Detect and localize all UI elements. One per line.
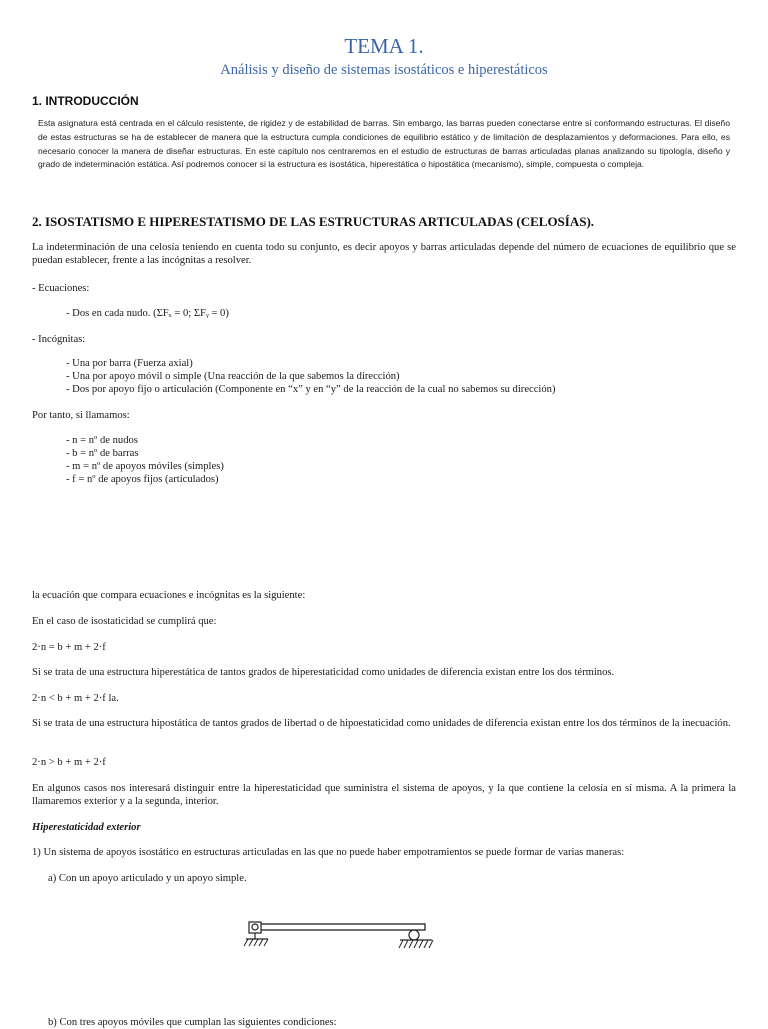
sub-heading: Hiperestaticidad exterior [32,822,141,833]
list-item: - m = nº de apoyos móviles (simples) [66,460,224,472]
ecuaciones-item: - Dos en cada nudo. (ΣFₓ = 0; ΣFᵧ = 0) [66,308,229,319]
ecuaciones-label: - Ecuaciones: [32,283,90,294]
incognitas-list [66,358,556,397]
point-b: b) Con tres apoyos móviles que cumplan las siguientes condiciones: [48,1017,337,1028]
list-item: - Una por apoyo móvil o simple (Una reacción de la que sabemos la dirección) [66,370,400,382]
point-1: 1) Un sistema de apoyos isostático en estructuras articuladas en las que no puede haber empotramientos se puede formar de varias maneras: [32,847,625,858]
list-item: - b = nº de barras [66,447,139,459]
point-a: a) Con un apoyo articulado y un apoyo simple. [48,873,247,884]
roller-support [399,930,433,948]
list-item: - f = nº de apoyos fijos (articulados) [66,473,219,485]
incognitas-label: - Incógnitas: [32,334,86,345]
beam-diagram [240,915,445,955]
equation-hipostatic: 2·n > b + m + 2·f [32,757,106,768]
variables-list [66,435,224,487]
list-item: - n = nº de nudos [66,435,138,446]
page-subtitle: Análisis y diseño de sistemas isostáticos e hiperestáticos [220,62,548,78]
page-title: TEMA 1. [344,34,424,58]
section2-heading: 2. ISOSTATISMO E HIPERESTATISMO DE LAS ESTRUCTURAS ARTICULADAS (CELOSÍAS). [32,214,595,229]
section1-paragraph: Esta asignatura está centrada en el cálculo resistente, de rigidez y de estabilidad de barras. Sin embargo, las barras pueden conectarse entre sí conformando estructuras. El diseño de estas estructuras se ha de establecer de manera que la estructura cumpla condiciones de equilibrio estático y de limitación de desplazamientos y deformaciones. Para ello, es necesario conocer la manera de diseñar estructuras. En este capítulo nos centraremos en el estudio de estructuras de barras articuladas planas analizando su tipología, diseño y grado de indeterminación estática. Así podremos conocer si la estructura es isostática, hiperestática o hipostática (mecanismo), simple, compuesta o compleja. [38,118,730,170]
casos-paragraph: En algunos casos nos interesará distinguir entre la hiperestaticidad que suministra el sistema de apoyos, y la que contiene la celosía en sí misma. A la primera la llamaremos exterior y a la segunda, interior. [32,783,736,808]
list-item: - Una por barra (Fuerza axial) [66,358,193,369]
equation-hiperstatic: 2·n < b + m + 2·f la. [32,693,119,704]
list-item: - Dos por apoyo fijo o articulación (Componente en “x” y en “y” de la reacción de la cual no sabemos su dirección) [66,383,556,395]
section2-intro: La indeterminación de una celosía teniendo en cuenta todo su conjunto, es decir apoyos y barras articuladas depende del número de ecuaciones de equilibrio que se puedan establecer, frente a las incógnitas a resolver. [32,242,736,267]
llamamos-label: Por tanto, si llamamos: [32,410,130,421]
equation-isostatic: 2·n = b + m + 2·f [32,642,106,653]
beam [254,924,425,930]
isostatic-label: En el caso de isostaticidad se cumplirá que: [32,616,217,627]
ecuacion-intro: la ecuación que compara ecuaciones e incógnitas es la siguiente: [32,590,306,601]
section1-heading: 1. INTRODUCCIÓN [32,94,139,108]
hiper-label: Si se trata de una estructura hiperestática de tantos grados de hiperestaticidad como unidades de diferencia existan entre los dos términos. [32,667,615,678]
hipo-label: Si se trata de una estructura hipostática de tantos grados de libertad o de hipoestaticidad como unidades de diferencia existan entre los dos términos de la inecuación. [32,718,731,729]
